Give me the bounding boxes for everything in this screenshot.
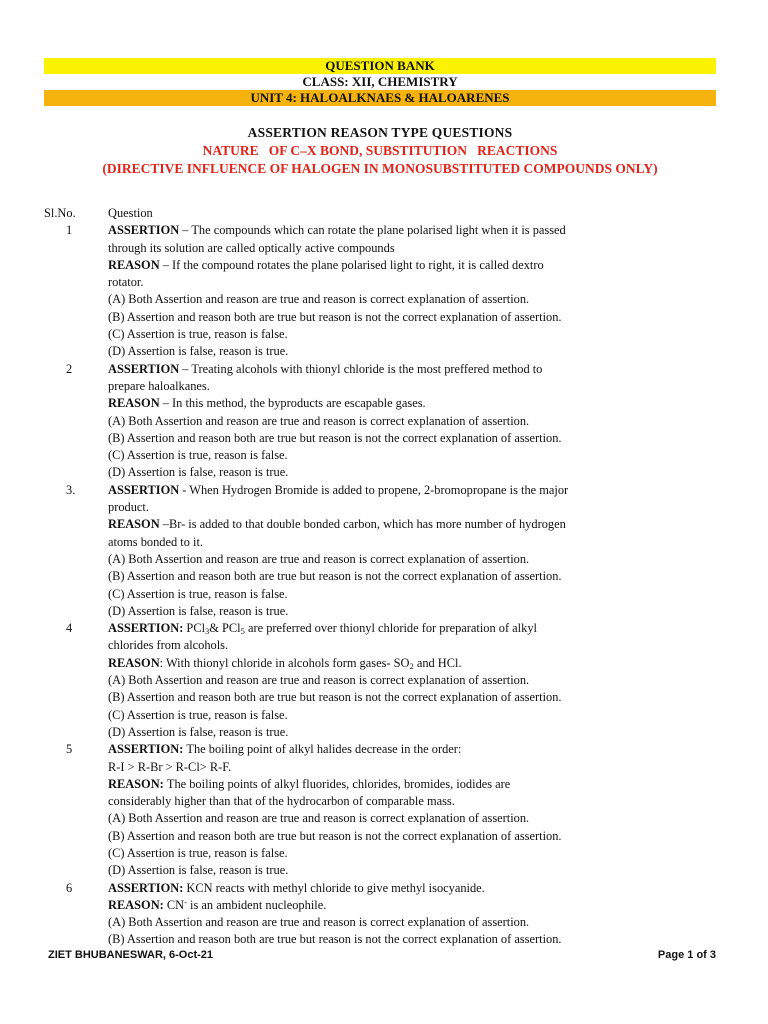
reason-label: REASON	[108, 897, 160, 912]
reason-label: REASON	[108, 776, 160, 791]
page-number: Page 1 of 3	[657, 949, 716, 961]
reason-text: If the compound rotates the plane polarised light to right, it is called dextro	[172, 257, 544, 272]
assertion-text: When Hydrogen Bromide is added to propene, 2-bromopropane is the major	[189, 482, 569, 497]
slno-header: Sl.No.	[44, 206, 76, 220]
option-c: (C) Assertion is true, reason is false.	[108, 327, 288, 342]
option-c: (C) Assertion is true, reason is false.	[108, 845, 288, 860]
reason-label: REASON	[108, 655, 160, 670]
option-a: (A) Both Assertion and reason are true and reason is correct explanation of assertion.	[108, 413, 530, 428]
option-a: (A) Both Assertion and reason are true and reason is correct explanation of assertion.	[108, 551, 530, 566]
option-d: (D) Assertion is false, reason is true.	[108, 465, 289, 480]
question-item: 2 ASSERTION – Treating alcohols with thionyl chloride is the most preffered method to prepare haloalkanes. REASON – In this method, the byproducts are escapable gases. (A) Both Assertion and reason are true and reason is correct explanation of assertion. (B) Assertion and reason both are true but reason is not the correct explanation of assertion. (C) Assertion is true, reason is false. (D) Assertion is false, reason is true.	[44, 361, 724, 482]
option-a: (A) Both Assertion and reason are true and reason is correct explanation of assertion.	[108, 811, 530, 826]
option-a: (A) Both Assertion and reason are true and reason is correct explanation of assertion.	[108, 292, 530, 307]
option-b: (B) Assertion and reason both are true but reason is not the correct explanation of assertion.	[108, 309, 562, 324]
reason-label: REASON	[108, 257, 160, 272]
option-d: (D) Assertion is false, reason is true.	[108, 344, 289, 359]
question-list	[44, 205, 724, 949]
reason-label: REASON	[108, 396, 160, 411]
assertion-label: ASSERTION	[108, 482, 180, 497]
assertion-text: The boiling point of alkyl halides decrease in the order:	[186, 742, 462, 757]
option-c: (C) Assertion is true, reason is false.	[108, 448, 288, 463]
section-subtitle: NATURE OF C–X BOND, SUBSTITUTION REACTIONS	[202, 143, 558, 158]
assertion-label: ASSERTION	[108, 880, 180, 895]
reason-text: With thionyl chloride in alcohols form gases- SO	[165, 655, 410, 670]
option-b: (B) Assertion and reason both are true but reason is not the correct explanation of assertion.	[108, 569, 562, 584]
assertion-text: are preferred over thionyl chloride for preparation of alkyl	[244, 621, 537, 636]
reason-text: CN	[166, 897, 185, 912]
question-item: 4 ASSERTION: PCl$_3$& PCl$_5$ are preferred over thionyl chloride for preparation of alkyl chlorides from alcohols. REASON: With thionyl chloride in alcohols form gases- $SO_2$ and HCl. (A) Both Assertion and reason are true and reason is correct explanation of assertion. (B) Assertion and reason both are true but reason is not the correct explanation of assertion. (C) Assertion is true, reason is false. (D) Assertion is false, reason is true.	[44, 620, 724, 741]
option-b: (B) Assertion and reason both are true but reason is not the correct explanation of assertion.	[108, 430, 562, 445]
banner-class: CLASS: XII, CHEMISTRY	[44, 74, 716, 90]
option-b: (B) Assertion and reason both are true but reason is not the correct explanation of assertion.	[108, 690, 562, 705]
option-b: (B) Assertion and reason both are true but reason is not the correct explanation of assertion.	[108, 828, 562, 843]
banner-unit: UNIT 4: HALOALKNAES & HALOARENES	[44, 90, 716, 106]
reason-text: In this method, the byproducts are escapable gases.	[172, 396, 426, 411]
question-item: 1 ASSERTION – The compounds which can rotate the plane polarised light when it is passed through its solution are called optically active compounds REASON – If the compound rotates the plane polarised light to right, it is called dextro rotator. (A) Both Assertion and reason are true and reason is correct explanation of assertion. (B) Assertion and reason both are true but reason is not the correct explanation of assertion. (C) Assertion is true, reason is false. (D) Assertion is false, reason is true.	[44, 222, 724, 360]
option-d: (D) Assertion is false, reason is true.	[108, 863, 289, 878]
table-header	[44, 205, 724, 222]
option-c: (C) Assertion is true, reason is false.	[108, 586, 288, 601]
question-number: 5	[66, 742, 73, 757]
assertion-label: ASSERTION	[108, 223, 180, 238]
assertion-label: ASSERTION	[108, 742, 180, 757]
option-a: (A) Both Assertion and reason are true and reason is correct explanation of assertion.	[108, 915, 530, 930]
option-d: (D) Assertion is false, reason is true.	[108, 603, 289, 618]
question-item: 3. ASSERTION - When Hydrogen Bromide is added to propene, 2-bromopropane is the major product. REASON –Br- is added to that double bonded carbon, which has more number of hydrogen atoms bonded to it. (A) Both Assertion and reason are true and reason is correct explanation of assertion. (B) Assertion and reason both are true but reason is not the correct explanation of assertion. (C) Assertion is true, reason is false. (D) Assertion is false, reason is true.	[44, 482, 724, 620]
banner-question-bank: QUESTION BANK	[44, 58, 716, 74]
assertion-label: ASSERTION	[108, 361, 180, 376]
option-a: (A) Both Assertion and reason are true and reason is correct explanation of assertion.	[108, 673, 530, 688]
question-number: 3.	[66, 482, 76, 497]
reason-label: REASON	[108, 517, 160, 532]
footer-school-date: ZIET BHUBANESWAR, 6-Oct-21	[48, 949, 214, 961]
question-number: 6	[66, 880, 73, 895]
question-item: 6 ASSERTION: KCN reacts with methyl chloride to give methyl isocyanide. REASON: CN- is an ambident nucleophile. (A) Both Assertion and reason are true and reason is correct explanation of assertion. (B) Assertion and reason both are true but reason is not the correct explanation of assertion.	[44, 880, 724, 949]
assertion-text: KCN reacts with methyl chloride to give methyl isocyanide.	[186, 880, 485, 895]
option-c: (C) Assertion is true, reason is false.	[108, 707, 288, 722]
option-b: (B) Assertion and reason both are true but reason is not the correct explanation of assertion.	[108, 932, 562, 947]
question-number: 4	[66, 621, 73, 636]
reason-text: The boiling points of alkyl fluorides, chlorides, bromides, iodides are	[166, 776, 511, 791]
page-title: ASSERTION REASON TYPE QUESTIONS	[247, 125, 513, 140]
assertion-text: Treating alcohols with thionyl chloride is the most preffered method to	[191, 361, 543, 376]
question-number: 2	[66, 361, 73, 376]
question-header: Question	[108, 206, 153, 220]
page-footer	[48, 949, 716, 961]
question-number: 1	[66, 223, 73, 238]
section-note: (DIRECTIVE INFLUENCE OF HALOGEN IN MONOSUBSTITUTED COMPOUNDS ONLY)	[102, 161, 658, 176]
assertion-text: The compounds which can rotate the plane polarised light when it is passed	[191, 223, 566, 238]
assertion-label: ASSERTION	[108, 621, 180, 636]
option-d: (D) Assertion is false, reason is true.	[108, 724, 289, 739]
reason-text: Br- is added to that double bonded carbon, which has more number of hydrogen	[168, 517, 566, 532]
question-item: 5 ASSERTION: The boiling point of alkyl halides decrease in the order: R-I > R-Br > R-Cl> R-F. REASON: The boiling points of alkyl fluorides, chlorides, bromides, iodides are considerably higher than that of the hydrocarbon of comparable mass. (A) Both Assertion and reason are true and reason is correct explanation of assertion. (B) Assertion and reason both are true but reason is not the correct explanation of assertion. (C) Assertion is true, reason is false. (D) Assertion is false, reason is true.	[44, 741, 724, 879]
